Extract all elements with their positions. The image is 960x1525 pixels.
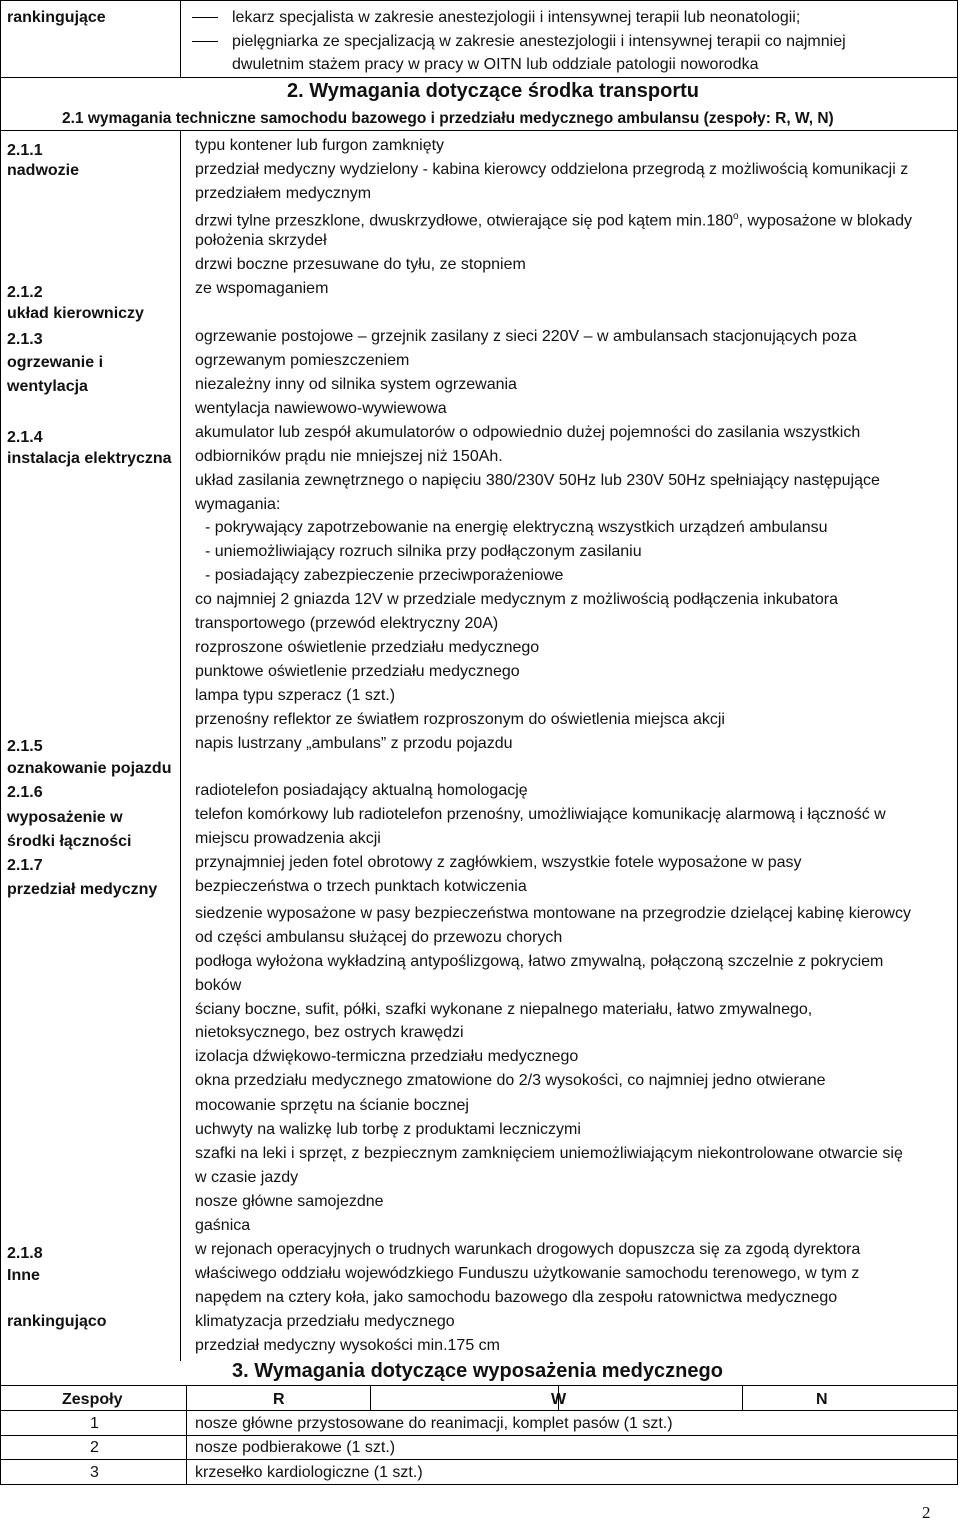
list-item xyxy=(192,30,846,54)
row-label: przedział medyczny xyxy=(7,881,158,898)
page-number: 2 xyxy=(922,1503,931,1522)
row-label: wentylacja xyxy=(7,378,88,395)
requirement-line: nietoksycznego, bez ostrych krawędzi xyxy=(195,1024,464,1041)
requirement-line: w czasie jazdy xyxy=(195,1169,299,1186)
column-header: N xyxy=(816,1391,828,1408)
requirement-line: w rejonach operacyjnych o trudnych warunkach drogowych dopuszcza się za zgodą dyrektora xyxy=(195,1241,861,1258)
requirement-line: wymagania: xyxy=(195,496,281,513)
row-label: 2.1.5 xyxy=(7,738,43,755)
row-label: instalacja elektryczna xyxy=(7,450,172,467)
requirement-text: drzwi tylne przeszklone, dwuskrzydłowe, otwierające się pod kątem min.180 xyxy=(195,212,734,230)
rule xyxy=(0,0,958,1)
rule xyxy=(0,1459,958,1460)
requirement-line: od części ambulansu służącej do przewozu chorych xyxy=(195,929,563,946)
row-label: nadwozie xyxy=(7,162,80,179)
rule xyxy=(370,1386,371,1410)
requirement-line: gaśnica xyxy=(195,1217,251,1234)
requirement-line: odbiorników prądu nie mniejszej niż 150Ah. xyxy=(195,448,503,465)
requirement-line: napędem na cztery koła, jako samochodu bazowego dla zespołu ratownictwa medycznego xyxy=(195,1289,838,1306)
rule xyxy=(186,1386,187,1485)
section-heading: 2. Wymagania dotyczące środka transportu xyxy=(287,80,699,102)
requirement-line: napis lustrzany „ambulans” z przodu pojazdu xyxy=(195,735,513,752)
rule xyxy=(957,0,958,1485)
requirement-line: siedzenie wyposażone w pasy bezpieczeństwa montowane na przegrodzie dzielącej kabinę kierowcy xyxy=(195,905,911,922)
rule xyxy=(0,1410,958,1411)
requirement-line: przedział medyczny wysokości min.175 cm xyxy=(195,1337,500,1354)
requirement-line: nosze główne samojezdne xyxy=(195,1193,384,1210)
requirement-line: wentylacja nawiewowo-wywiewowa xyxy=(195,400,447,417)
requirement-line: rozproszone oświetlenie przedziału medycznego xyxy=(195,639,540,656)
row-label: rankingująco xyxy=(7,1313,107,1330)
row-label: wyposażenie w xyxy=(7,809,123,826)
requirement-line: punktowe oświetlenie przedziału medycznego xyxy=(195,663,520,680)
rule xyxy=(0,1484,958,1485)
requirement-line: boków xyxy=(195,977,242,994)
row-label: 2.1.4 xyxy=(7,429,43,446)
requirement-line: położenia skrzydeł xyxy=(195,232,327,249)
requirement-line: przenośny reflektor ze światłem rozproszonym do oświetlenia miejsca akcji xyxy=(195,711,725,728)
row-label: oznakowanie pojazdu xyxy=(7,760,172,777)
requirement-line: telefon komórkowy lub radiotelefon przenośny, umożliwiające komunikację alarmową i łączność w xyxy=(195,806,886,823)
requirement-line: drzwi boczne przesuwane do tyłu, ze stopniem xyxy=(195,256,526,273)
requirement-line: co najmniej 2 gniazda 12V w przedziale medycznym z możliwością podłączenia inkubatora xyxy=(195,591,838,608)
requirement-line: przynajmniej jeden fotel obrotowy z zagłówkiem, wszystkie fotele wyposażone w pasy xyxy=(195,854,802,871)
requirement-line: szafki na leki i sprzęt, z bezpiecznym zamknięciem uniemożliwiającym niekontrolowane otwarcie się xyxy=(195,1145,903,1162)
item-number: 3 xyxy=(90,1464,99,1481)
subsection-heading: 2.1 wymagania techniczne samochodu bazowego i przedziału medycznego ambulansu (zespoły: R, W, N) xyxy=(62,110,834,127)
requirement-line: miejscu prowadzenia akcji xyxy=(195,830,381,847)
requirement-text: , wyposażone w blokady xyxy=(738,212,913,230)
requirement-line: izolacja dźwiękowo-termiczna przedziału medycznego xyxy=(195,1048,579,1065)
row-label: 2.1.1 xyxy=(7,142,43,159)
requirement-line: lampa typu szperacz (1 szt.) xyxy=(195,687,396,704)
requirement-line: klimatyzacja przedziału medycznego xyxy=(195,1313,455,1330)
column-header: R xyxy=(273,1391,285,1408)
row-label: ogrzewanie i xyxy=(7,354,104,371)
requirement-line: układ zasilania zewnętrznego o napięciu 380/230V 50Hz lub 230V 50Hz spełniający następujące xyxy=(195,472,880,489)
requirement-line: właściwego oddziału wojewódzkiego Funduszu użytkowanie samochodu terenowego, w tym z xyxy=(195,1265,860,1282)
requirement-line: ściany boczne, sufit, półki, szafki wykonane z niepalnego materiału, łatwo zmywalnego, xyxy=(195,1001,813,1018)
requirement-line: - posiadający zabezpieczenie przeciwporażeniowe xyxy=(205,567,564,584)
list-item-text: pielęgniarka ze specjalizacją w zakresie anestezjologii i intensywnej terapii co najmniej xyxy=(232,33,846,50)
section-label: rankingujące xyxy=(7,9,106,26)
row-label: 2.1.3 xyxy=(7,331,43,348)
item-text: nosze podbierakowe (1 szt.) xyxy=(195,1439,396,1456)
dash-bullet xyxy=(192,41,218,42)
requirement-line: ze wspomaganiem xyxy=(195,280,329,297)
row-label: 2.1.2 xyxy=(7,284,43,301)
requirement-line: bezpieczeństwa o trzech punktach kotwiczenia xyxy=(195,878,527,895)
row-label: 2.1.7 xyxy=(7,857,43,874)
requirement-line: uchwyty na walizkę lub torbę z produktami leczniczymi xyxy=(195,1121,581,1138)
requirement-line: typu kontener lub furgon zamknięty xyxy=(195,137,445,154)
requirement-line: mocowanie sprzętu na ścianie bocznej xyxy=(195,1097,469,1114)
rule xyxy=(0,1385,958,1386)
column-header: Zespoły xyxy=(62,1391,123,1408)
row-label: Inne xyxy=(7,1267,40,1284)
degree-symbol: o xyxy=(733,211,739,222)
requirement-line: - pokrywający zapotrzebowanie na energię elektryczną wszystkich urządzeń ambulansu xyxy=(205,519,828,536)
row-label: 2.1.8 xyxy=(7,1245,43,1262)
dash-bullet xyxy=(192,17,218,18)
requirement-line: - uniemożliwiający rozruch silnika przy podłączonym zasilaniu xyxy=(205,543,642,560)
list-item xyxy=(192,6,800,30)
requirement-line: transportowego (przewód elektryczny 20A) xyxy=(195,615,499,632)
row-label: środki łączności xyxy=(7,833,132,850)
list-item-text: lekarz specjalista w zakresie anestezjologii i intensywnej terapii lub neonatologii; xyxy=(232,9,801,26)
rule xyxy=(0,77,958,78)
requirement-line: niezależny inny od silnika system ogrzewania xyxy=(195,376,517,393)
list-item-continuation: dwuletnim stażem pracy w pracy w OITN lub oddziale patologii noworodka xyxy=(232,56,759,73)
requirement-line: ogrzewanym pomieszczeniem xyxy=(195,352,410,369)
rule xyxy=(0,0,1,1485)
rule xyxy=(180,0,181,78)
item-text: nosze główne przystosowane do reanimacji, komplet pasów (1 szt.) xyxy=(195,1415,673,1432)
row-label: 2.1.6 xyxy=(7,784,43,801)
requirement-line: przedział medyczny wydzielony - kabina kierowcy oddzielona przegrodą z możliwością komunikacji z xyxy=(195,161,909,178)
rule xyxy=(180,131,181,1361)
requirement-line: ogrzewanie postojowe – grzejnik zasilany z sieci 220V – w ambulansach stacjonujących poza xyxy=(195,328,857,345)
column-header: W xyxy=(551,1391,567,1408)
requirement-line: przedziałem medycznym xyxy=(195,185,372,202)
requirement-line: akumulator lub zespół akumulatorów o odpowiednio dużej pojemności do zasilania wszystkich xyxy=(195,424,861,441)
requirement-line: okna przedziału medycznego zmatowione do 2/3 wysokości, co najmniej jedno otwierane xyxy=(195,1072,826,1089)
rule xyxy=(742,1386,743,1410)
requirement-line: radiotelefon posiadający aktualną homologację xyxy=(195,782,528,799)
requirement-line: podłoga wyłożona wykładziną antypoślizgową, łatwo zmywalną, połączoną szczelnie z pokryciem xyxy=(195,953,884,970)
item-number: 2 xyxy=(90,1439,99,1456)
item-text: krzesełko kardiologiczne (1 szt.) xyxy=(195,1464,423,1481)
row-label: układ kierowniczy xyxy=(7,305,144,322)
section-heading: 3. Wymagania dotyczące wyposażenia medycznego xyxy=(232,1360,723,1382)
item-number: 1 xyxy=(90,1415,99,1432)
